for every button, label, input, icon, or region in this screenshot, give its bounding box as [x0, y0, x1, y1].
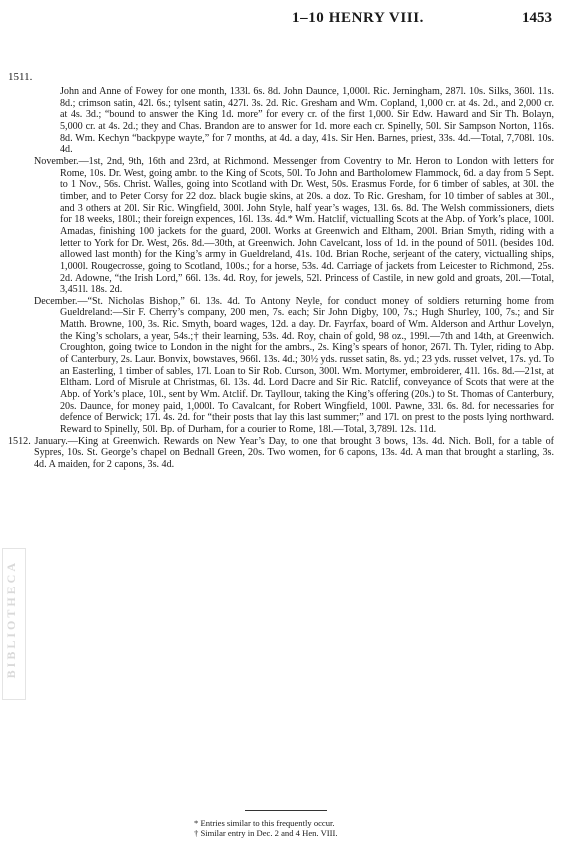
paragraph-december	[34, 295, 554, 436]
paragraph-text: —King at Greenwich. Rewards on New Year’s Day, to one that brought 3 bows, 13s. 4d. Nich. Boll, for a table of Sypres, 10s. St. George’s chapel on Bednall Green, 20s. Two women, for 6 capons, 13s. 4d. A man that brought a starling, 3s. 4d. A maiden, for 2 capons, 3s. 4d.	[34, 435, 554, 470]
paragraph-january	[8, 435, 554, 471]
footnotes	[194, 818, 338, 838]
footnote-divider	[245, 810, 327, 811]
document-body	[8, 86, 554, 471]
month-heading: December.	[34, 295, 78, 307]
running-title: 1–10 HENRY VIII.	[292, 10, 425, 26]
page-header	[0, 8, 552, 30]
margin-year: 1511.	[8, 71, 33, 83]
paragraph-continuation	[60, 86, 554, 156]
paragraph-text: John and Anne of Fowey for one month, 133l. 6s. 8d. John Daunce, 1,000l. Ric. Jerningham, 287l. 10s. Silks, 360l. 11s. 8d.; crimson satin, 42l. 6s.; tylsent satin, 427l. 3s. 2d. Ric. Gresham and Wm. Copland, 1,000 cr. at 4s. 2d., and 2,000 cr. at 4s. 3d.; “bound to answer the King 1d. more” for every cr. of the first 1,000. Sir Edw. Haward and Sir Th. Bolayn, 5,000 cr. at 4s. 2d.; they and Chas. Brandon are to answer for 1d. more each cr. Spinelly, 50l. Sir Sampson Norton, 116s. 8d. Wm. Kechyn “backpype wayte,” for 7 months, at 4d. a day, 41s. Sir Hen. Barnes, priest, 33s. 4d.—Total, 7,708l. 10s. 4d.	[60, 86, 554, 156]
footnote: * Entries similar to this frequently occur.	[194, 818, 335, 828]
month-heading: 1512. January.	[8, 435, 68, 447]
library-stamp-text: BIBLIOTHECA	[4, 560, 18, 679]
page-number: 1453	[522, 10, 552, 26]
paragraph-text: —1st, 2nd, 9th, 16th and 23rd, at Richmond. Messenger from Coventry to Mr. Heron to London with letters for Rome, 10s. Dr. West, going ambr. to the King of Scots, 50l. To John and Bartholomew Flammock, 6d. a day from 5 Sept. to 1 Nov., 56s. Christ. Walles, going into Scotland with Dr. West, 50s. Erasmus Forde, for 6 timber of sables, at 30l. the timber, and to Peter Corsy for 22 doz. black bugie skins, at 20s. a doz. To Ric. Gresham, for 10 timber of sables at 30l., and 3 others at 20l. Sir Ric. Wingfield, 300l. John Style, half year’s wages, 13l. 6s. 8d. The Welsh commissioners, diets for 18 weeks, 180l.; their foreign expences, 16l. 13s. 4d.* Wm. Hatclif, victualling Scots at the Abp. of York’s place, 100l. Amadas, finishing 100 jackets for the guard, 200l. Works at Greenwich and Eltham, 200l. Brian Smyth, riding with a letter to York for Dr. West, 26s. 8d.—30th, at Greenwich. John Cavelcant, loss of 1d. in the pound of 501l. (besides 10d. allowed last month) for the King’s army in Gueldreland, 41s. 10d. Brian Roche, serjeant of the catery, victualling ships, 1,000l. Rougecrosse, going to Scotland, 100s.; for a horse, 53s. 4d. Carriage of jackets from Leicester to Richmond, 25s. 2d. Adowne, “the Irish Lord,” 66l. 13s. 4d. Roy, for jewels, 52l. Princess of Castile, in new gold and groats, 20l.—Total, 3,451l. 18s. 2d.	[60, 155, 554, 296]
month-heading: November.	[34, 155, 79, 167]
footnote: † Similar entry in Dec. 2 and 4 Hen. VIII.	[194, 828, 338, 838]
paragraph-text: —“St. Nicholas Bishop,” 6l. 13s. 4d. To Antony Neyle, for conduct money of soldiers returning home from Gueldreland:—Sir F. Cherry’s company, 200 men, 7s. each; Sir John Digby, 100, 7s.; Hugh Shurley, 100, 7s.; and Sir Matth. Browne, 100, 3s. Ric. Smyth, board wages, 12d. a day. Dr. Fayrfax, board of Wm. Alderson and Arthur Lovelyn, the King’s scholars, a year, 54s.;† their learning, 53s. 4d. Roy, chain of gold, 98 oz., 199l.—7th and 14th, at Greenwich. Croughton, going twice to London in the night for the ambrs., 2s. King’s spears of honor, 267l. Th. Tyler, riding to Abp. of Canterbury, 2s. Laur. Bonvix, bowstaves, 966l. 13s. 4d.; 30½ yds. russet satin, 8s. yd.; 23 yds. russet velvet, 17s. yd. To an Easterling, 1 timber of sables, 17l. Loan to Sir Rob. Curson, 300l. Wm. Mortymer, embroiderer, 41l. 16s. 8d.—21st, at Eltham. Lord of Misrule at Christmas, 6l. 13s. 4d. Lord Dacre and Sir Ric. Ratclif, conveyance of Scots that were at the Abp. of York’s place, 10l., sent by Wm. Atclif. Dr. Tayllour, taking the King’s offering (20s.) to St. Thomas of Canterbury, 20s. Daunce, for money paid, 1,000l. To Cavalcant, for Robert Wingfield, 100l. Pawne, 33l. 6s. 8d. for necessaries for defence of Berwick; 17l. 4s. 2d. for “their posts that lay this last summer;” and 17l. on prest to the posts lying northward. Reward to Spinelly, 50l. Bp. of Durham, for a courier to Rome, 18l.—Total, 3,789l. 12s. 11d.	[60, 295, 554, 436]
paragraph-november	[34, 155, 554, 296]
